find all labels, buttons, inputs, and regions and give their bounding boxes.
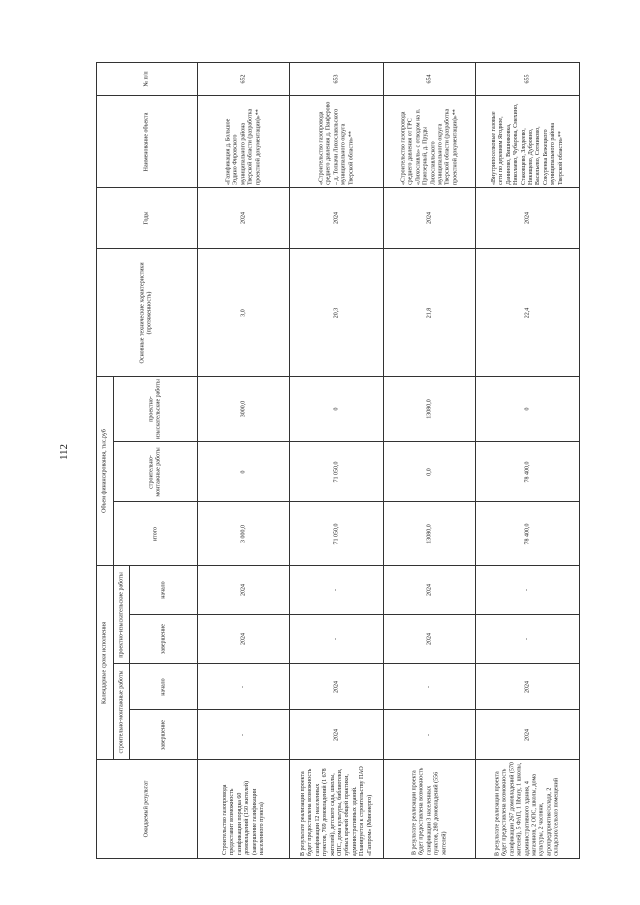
row-654-no: 654 xyxy=(425,74,432,84)
row-655-no: 655 xyxy=(523,74,530,84)
row-654-design: 13080,0 xyxy=(425,399,432,419)
header-specs: Основные технические характеристики (протяженность) xyxy=(139,261,153,364)
row-654-pir-end: 2024 xyxy=(425,633,432,645)
header-schedule-group: Календарные сроки исполнения xyxy=(101,621,108,704)
row-653-design: 0 xyxy=(332,407,339,411)
row-652-years: 2024 xyxy=(239,212,246,224)
header-smr-start: начало xyxy=(159,677,166,696)
row-653-years: 2024 xyxy=(332,212,339,224)
header-funding-design: проектно-изыскательские работы xyxy=(148,379,162,439)
header-smr-end: завершение xyxy=(159,719,166,750)
row-655-total: 78 400,0 xyxy=(523,523,530,544)
row-653-pir-end: - xyxy=(332,638,339,640)
row-653-total: 71 050,0 xyxy=(332,523,339,544)
row-653-pir-start: - xyxy=(332,589,339,591)
row-655-smr-end: 2024 xyxy=(523,728,530,741)
header-funding-construction: строительно-монтажные работы xyxy=(148,446,162,497)
row-655-pir-end: - xyxy=(523,638,530,640)
row-652-construction: 0 xyxy=(239,470,246,473)
row-654-specs: 21,8 xyxy=(425,307,432,318)
header-no: № п/п xyxy=(143,71,150,87)
header-pir-end: завершение xyxy=(159,624,166,654)
header-result: Ожидаемый результат xyxy=(143,780,150,838)
row-652-pir-start: 2024 xyxy=(239,584,246,596)
row-654-construction: 0,0 xyxy=(425,467,432,476)
row-654-years: 2024 xyxy=(425,212,432,224)
row-653-result: В результате реализации проекта будет предоставлена возможность газификации 12 населенных пунктов, 769 домовладений (1 678 жителей), детского сада, школы, ОПС, дома культуры, библиотеки, зубных врачей общей практики, административных зданий. Планируется к строительству ПАО «Газпром» (Минэнерго) xyxy=(299,766,373,856)
row-652-smr-start: - xyxy=(239,685,246,688)
row-652-no: 652 xyxy=(239,74,246,84)
header-pir-start: начало xyxy=(159,581,166,599)
row-652-smr-end: - xyxy=(239,733,246,736)
header-schedule-construction: строительно-монтажные работы xyxy=(117,670,124,754)
row-655-design: 0 xyxy=(523,407,530,411)
row-654-smr-start: - xyxy=(425,685,432,688)
header-years: Годы xyxy=(143,211,150,225)
row-653-no: 653 xyxy=(332,74,339,84)
row-653-smr-start: 2024 xyxy=(332,680,339,693)
row-652-pir-end: 2024 xyxy=(239,633,246,645)
row-652-name: «Газификация д. Большое Эздино Фировского муниципального района Тверской области (разработка проектной документации)»** xyxy=(224,108,261,185)
row-652-total: 3 000,0 xyxy=(239,524,246,543)
row-654-name: «Строительство газопровода среднего давления от ГРС «Лихославль» с отводом на п. Приозерный, д. Пруды Лихославльского муниципального округа Тверской области (разработка проектной документации)»** xyxy=(399,108,458,185)
row-653-specs: 20,3 xyxy=(332,307,339,318)
row-654-pir-start: 2024 xyxy=(425,584,432,596)
row-654-total: 13080,0 xyxy=(425,523,432,544)
row-653-construction: 71 050,0 xyxy=(332,461,339,482)
row-655-smr-start: 2024 xyxy=(523,680,530,693)
row-655-result: В результате реализации проекта будет предоставлена возможность газификации 267 домовладений (570 жителей), 5 ФАП, 1 library, 1 школы, административного здания, 4 магазинов, 2 ОПС, школы, дома культуры, 2 часовни, агропредприятия/склада, 2 складских/сельхоз помещений xyxy=(494,762,560,856)
row-654-smr-end: - xyxy=(425,733,432,736)
header-funding-total: итого xyxy=(151,526,158,541)
row-655-pir-start: - xyxy=(523,589,530,591)
row-655-name: «Внутрипоселковые газовые сети по деревням Ягодное, Даниново, Вишняковка, Николаево, Чубарова, Смехино, Стаковцево, Злодеево, Никищево, Дубровно, Васильево, Сотниково, Сокуренка Бежецкого муниципального района Тверской области»** xyxy=(490,103,564,185)
header-funding-group: Объем финансирования, тыс.руб xyxy=(101,429,108,513)
row-653-smr-end: 2024 xyxy=(332,728,339,741)
row-653-name: «Строительство газопровода среднего давления д. Панферово – д. Толкачи Лихославльского муниципального округа Тверской области»** xyxy=(317,101,354,185)
row-654-result: В результате реализации проекта будет предоставлена возможность газификации 3 населенных пунктов, 280 домовладений (556 жителей) xyxy=(410,767,447,855)
row-655-construction: 78 400,0 xyxy=(523,461,530,482)
row-652-specs: 3,0 xyxy=(239,308,246,317)
page-number: 112 xyxy=(58,443,70,461)
header-schedule-design: проектно-изыскательские работы xyxy=(117,571,124,658)
row-652-design: 3000,0 xyxy=(239,400,246,418)
projects-table xyxy=(96,62,580,859)
row-655-years: 2024 xyxy=(523,212,530,224)
header-name: Наименование объекта xyxy=(143,112,150,171)
row-655-specs: 22,4 xyxy=(523,307,530,318)
row-652-result: Строительство газопровода предоставит возможность газификации порядка 60 домовладений (150 жителей) (завершение газификации населенного пункта) xyxy=(221,780,265,855)
